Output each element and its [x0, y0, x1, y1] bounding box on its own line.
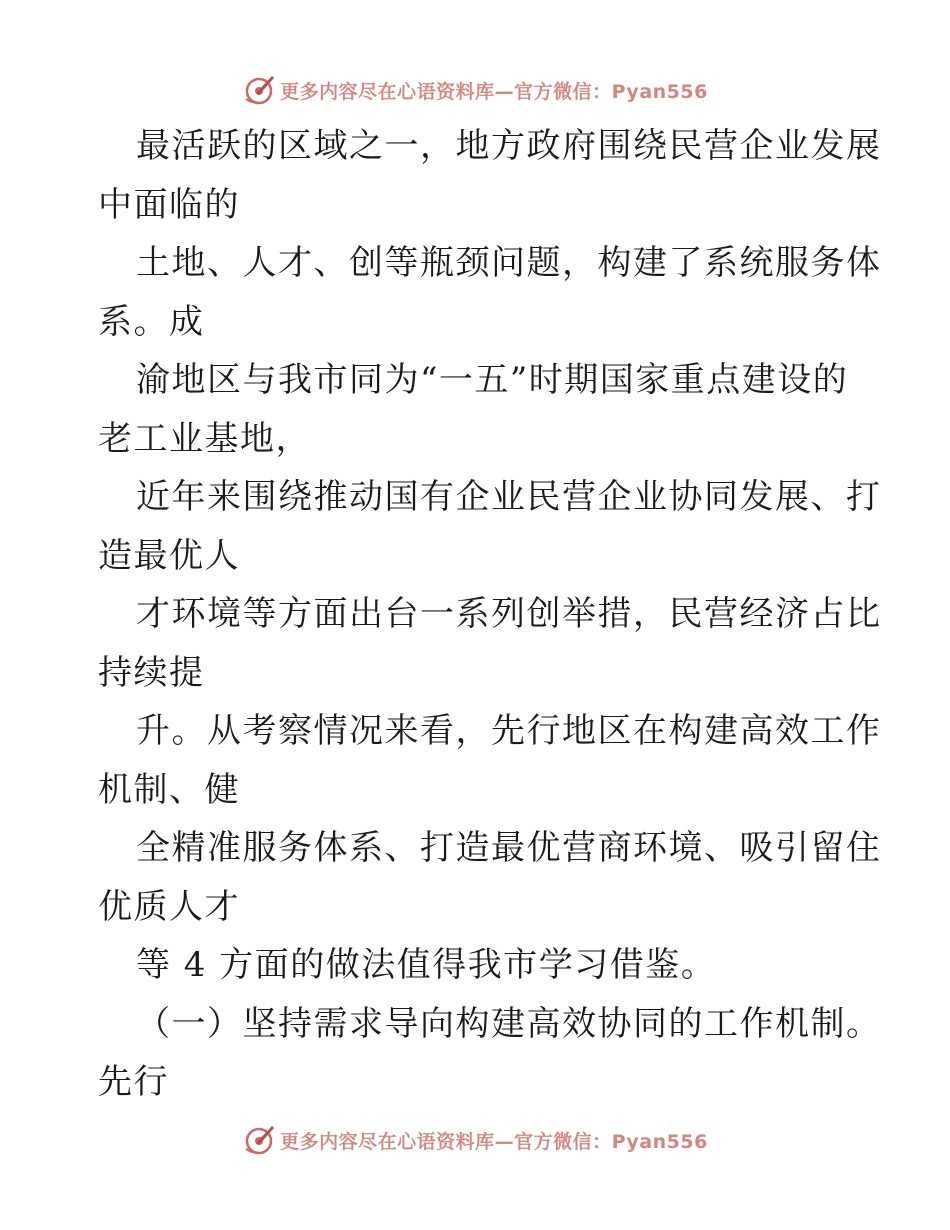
header-banner-text: 更多内容尽在心语资料库—官方微信：Pyan556 [280, 80, 708, 103]
header-banner [0, 70, 950, 110]
paragraph-line: 等 4 方面的做法值得我市学习借鉴。 [136, 945, 717, 985]
paragraph-line: 持续提 [98, 652, 205, 693]
quill-logo-icon [242, 1123, 276, 1157]
footer-banner [0, 1120, 950, 1160]
paragraph-line: （一）坚持需求导向构建高效协同的工作机制。 [136, 1003, 882, 1044]
paragraph-line: 中面临的 [98, 184, 240, 225]
paragraph-line: 才环境等方面出台一系列创举措，民营经济占比 [136, 594, 882, 634]
paragraph-line: 优质人才 [98, 886, 240, 927]
paragraph-line: 老工业基地， [98, 418, 311, 459]
footer-banner-text: 更多内容尽在心语资料库—官方微信：Pyan556 [280, 1130, 708, 1153]
paragraph-line: 系。成 [98, 301, 205, 342]
paragraph-line: 最活跃的区域之一，地方政府围绕民营企业发展 [136, 126, 882, 166]
paragraph-line: 近年来围绕推动国有企业民营企业协同发展、打 [136, 477, 882, 517]
paragraph-line: 造最优人 [98, 535, 240, 576]
paragraph-line: 渝地区与我市同为“一五”时期国家重点建设的 [136, 360, 849, 400]
paragraph-line: 全精准服务体系、打造最优营商环境、吸引留住 [136, 828, 882, 868]
paragraph-line: 机制、健 [98, 769, 240, 810]
paragraph-line: 升。从考察情况来看，先行地区在构建高效工作 [136, 711, 882, 751]
quill-logo-icon [242, 73, 276, 107]
document-body [98, 117, 882, 1112]
paragraph-line: 先行 [98, 1062, 169, 1102]
paragraph-line: 土地、人才、创等瓶颈问题，构建了系统服务体 [136, 243, 882, 283]
